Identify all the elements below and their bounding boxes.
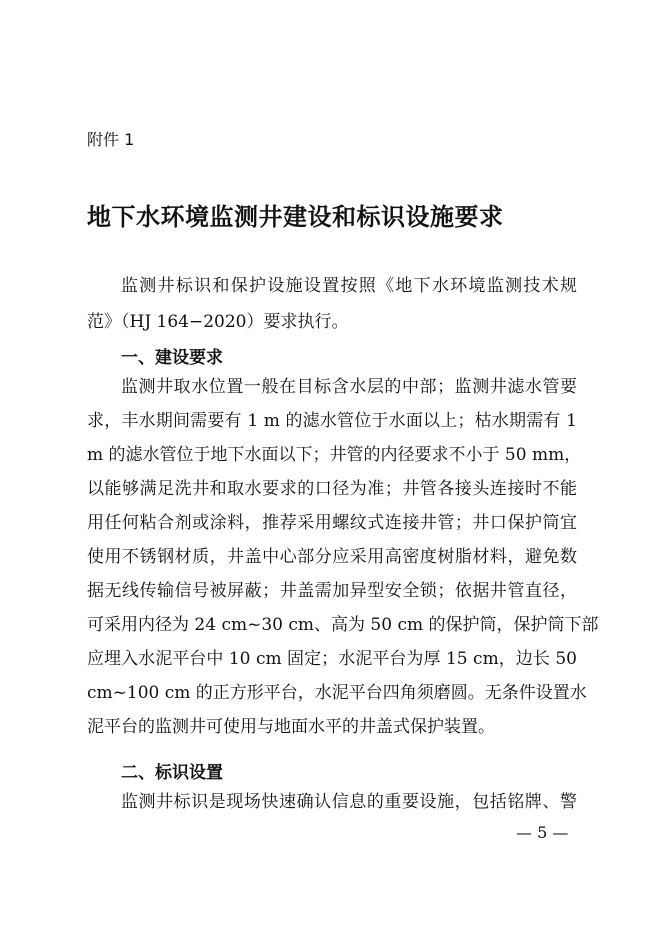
paragraph-line: m 的滤水管位于地下水面以下；井管的内径要求不小于 50 mm， [87,445,582,465]
paragraph-line: 监测井标识和保护设施设置按照《地下水环境监测技术规 [121,276,577,296]
document-title: 地下水环境监测井建设和标识设施要求 [87,203,504,231]
paragraph-line: 用任何粘合剂或涂料，推荐采用螺纹式连接井管；井口保护筒宜 [87,513,577,533]
section-heading: 一、建设要求 [121,348,223,368]
paragraph-line: 监测井标识是现场快速确认信息的重要设施，包括铭牌、警 [121,792,577,812]
paragraph-line: 监测井取水位置一般在目标含水层的中部；监测井滤水管要 [121,377,577,397]
paragraph-line: 范》（HJ 164−2020）要求执行。 [87,312,349,332]
paragraph-line: cm~100 cm 的正方形平台，水泥平台四角须磨圆。无条件设置水 [87,683,587,703]
section-heading: 二、标识设置 [121,763,223,783]
paragraph-line: 以能够满足洗井和取水要求的口径为准；井管各接头连接时不能 [87,479,577,499]
page-number: — 5 — [516,823,569,842]
paragraph-line: 泥平台的监测井可使用与地面水平的井盖式保护装置。 [87,717,495,737]
paragraph-line: 应埋入水泥平台中 10 cm 固定；水泥平台为厚 15 cm，边长 50 [87,649,577,669]
paragraph-line: 使用不锈钢材质，井盖中心部分应采用高密度树脂材料，避免数 [87,547,577,567]
attachment-label: 附件 1 [87,130,135,149]
paragraph-line: 求，丰水期间需要有 1 m 的滤水管位于水面以上；枯水期需有 1 [87,411,577,431]
paragraph-line: 据无线传输信号被屏蔽；井盖需加异型安全锁；依据井管直径， [87,581,577,601]
paragraph-line: 可采用内径为 24 cm~30 cm、高为 50 cm 的保护筒，保护筒下部 [87,615,599,635]
